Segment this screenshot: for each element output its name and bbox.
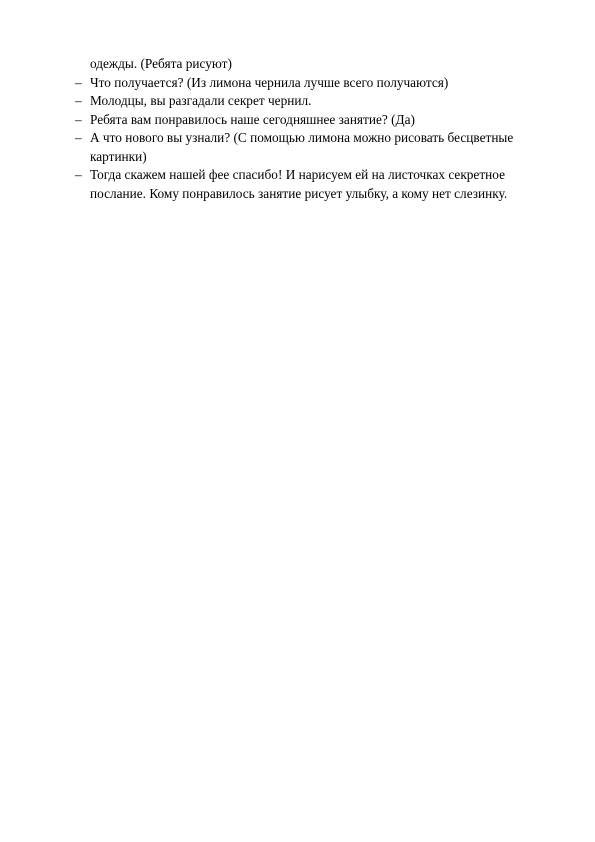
dialogue-list [75,74,545,204]
dash-bullet-icon: – [75,167,82,182]
list-item [75,74,545,93]
list-item-text: А что нового вы узнали? (С помощью лимона можно рисовать бесцветные картинки) [90,130,514,164]
list-item-text: Молодцы, вы разгадали секрет чернил. [90,93,312,108]
dash-bullet-icon: – [75,130,82,145]
dash-bullet-icon: – [75,111,82,127]
dash-bullet-icon: – [75,74,82,90]
list-item [75,111,545,130]
list-item [75,166,545,203]
list-item-text: Ребята вам понравилось наше сегодняшнее занятие? (Да) [90,111,415,127]
document-body [75,55,545,203]
continuation-paragraph: одежды. (Ребята рисуют) [90,56,232,71]
list-item-text: Что получается? (Из лимона чернила лучше всего получаются) [90,74,449,90]
list-item-text: Тогда скажем нашей фее спасибо! И нарисуем ей на листочках секретное послание. Кому понравилось занятие рисует улыбку, а кому нет слезинку. [90,167,508,201]
list-item [75,129,545,166]
list-item [75,92,545,111]
dash-bullet-icon: – [75,93,82,108]
